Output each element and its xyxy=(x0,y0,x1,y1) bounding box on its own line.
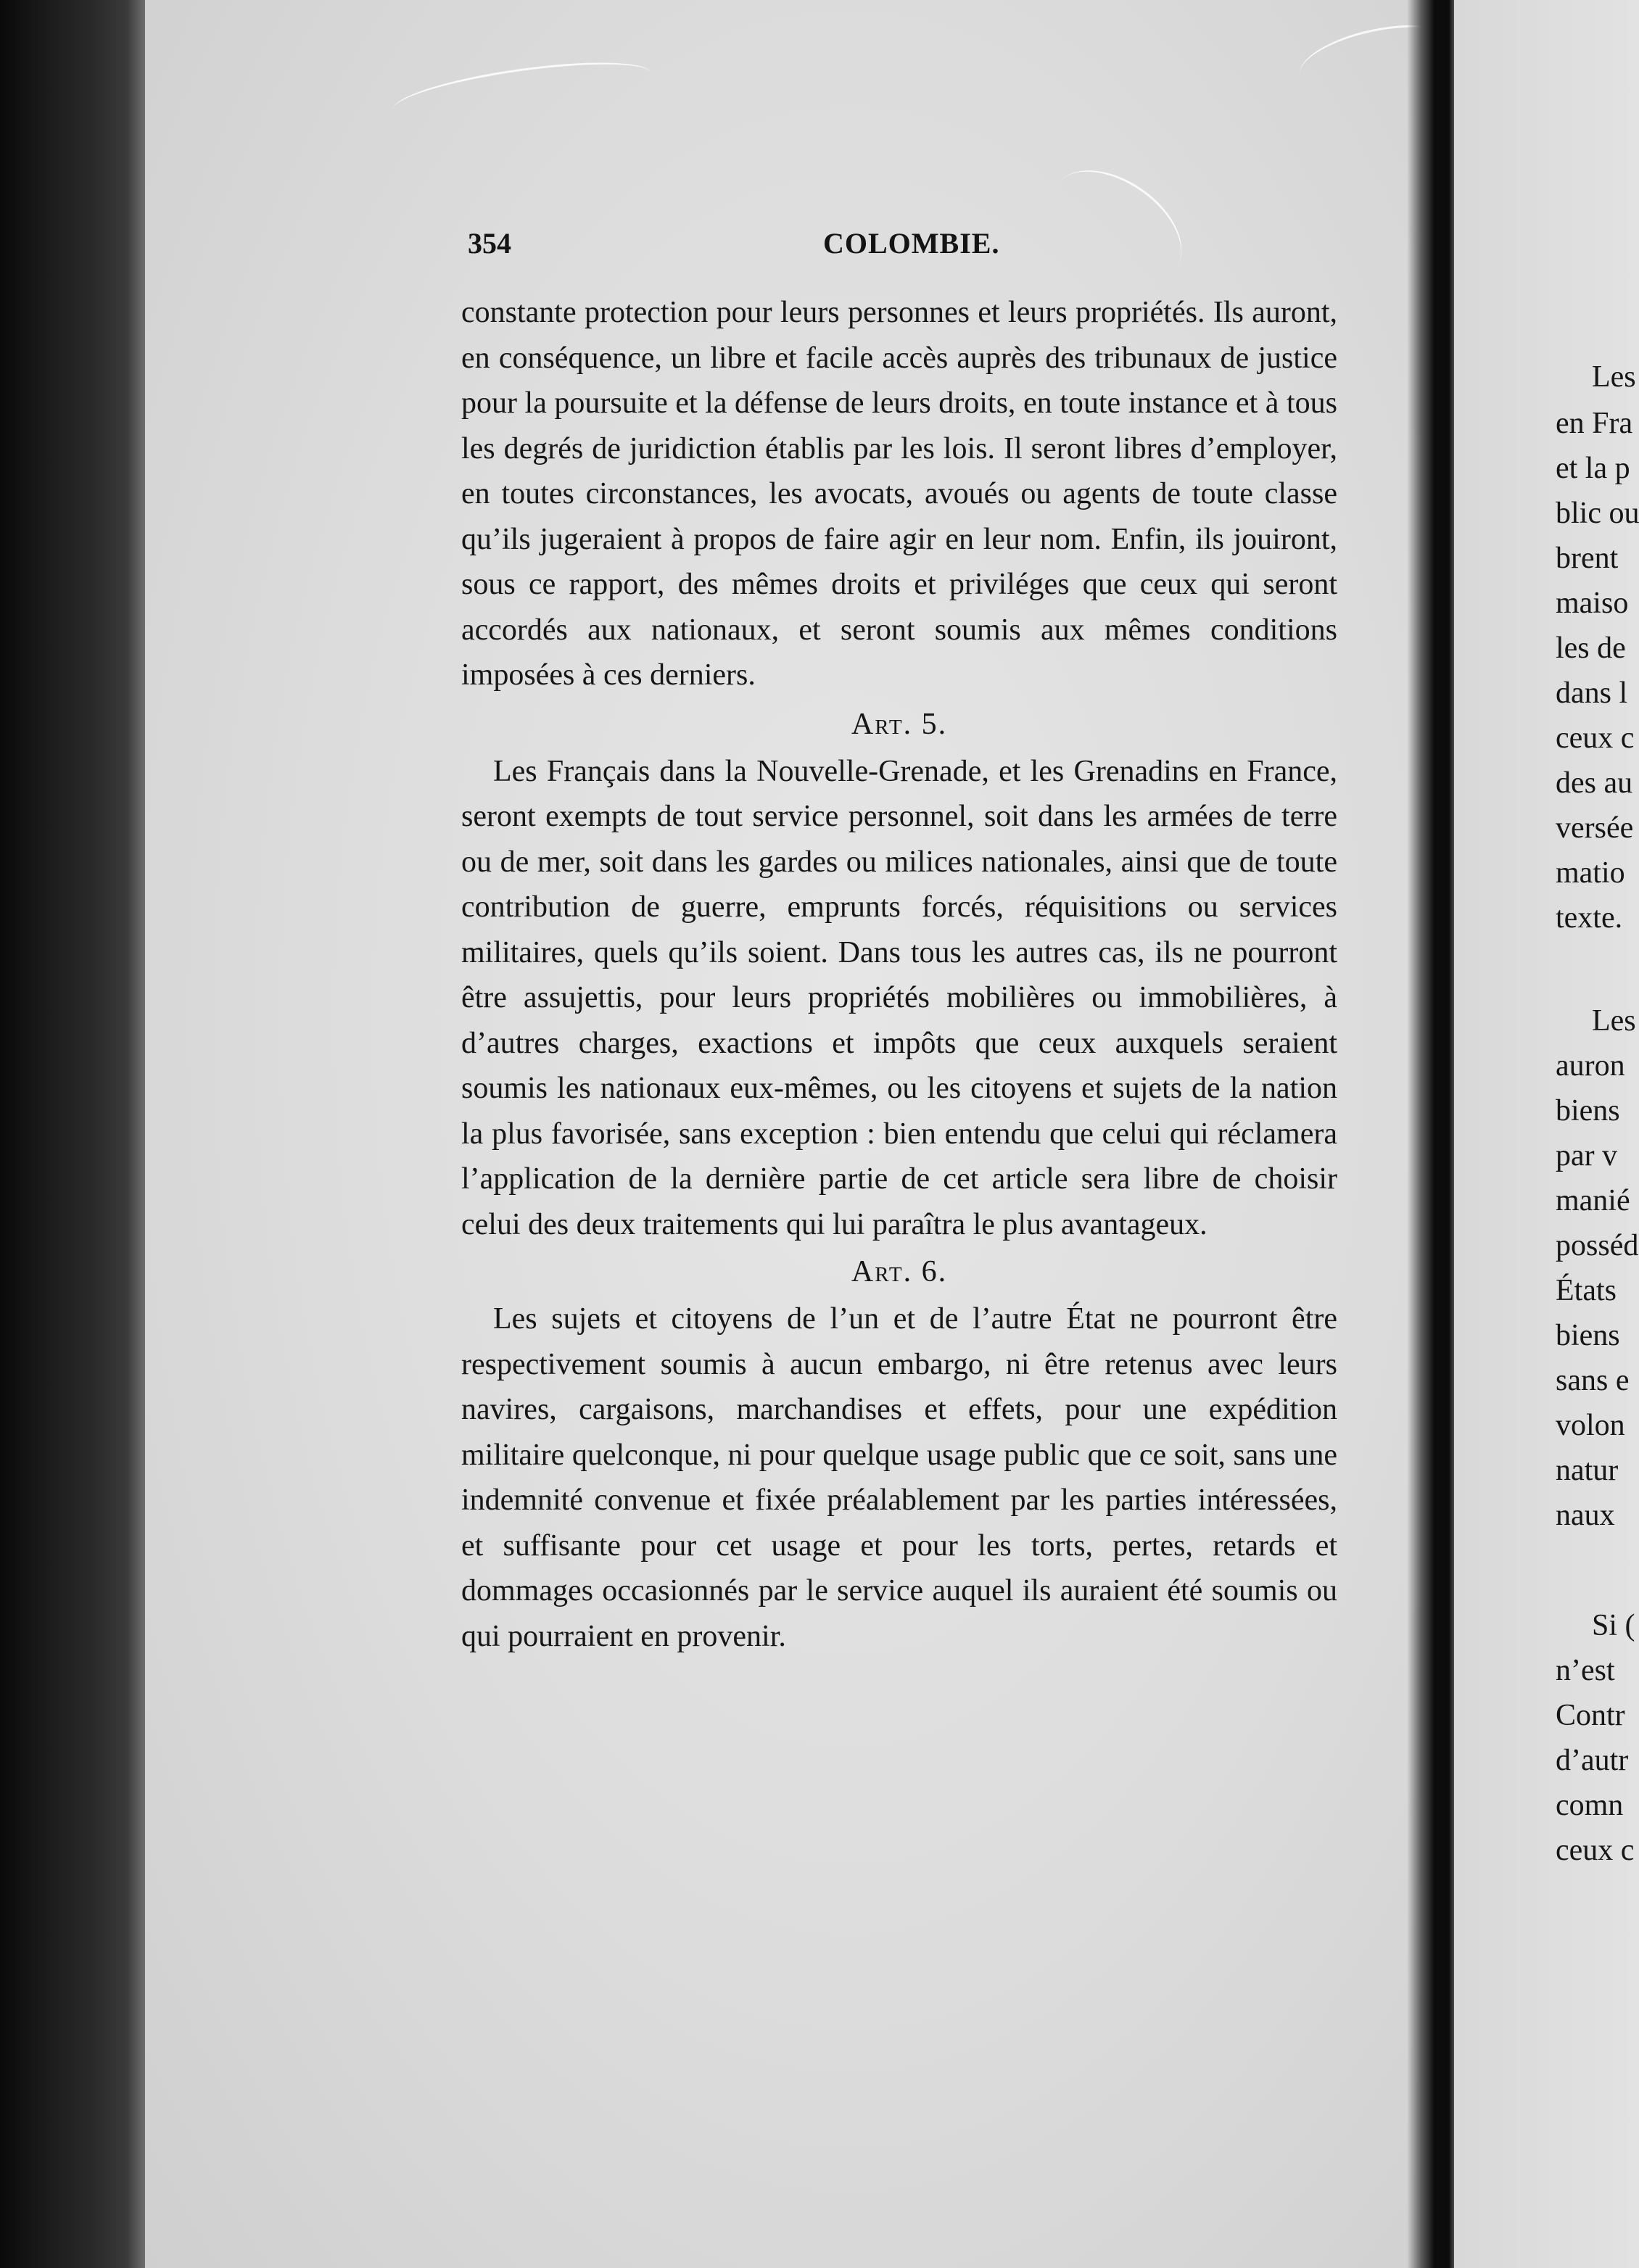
right-line: manié xyxy=(1556,1184,1630,1217)
right-line: dans l xyxy=(1556,676,1628,710)
running-title: COLOMBIE. xyxy=(823,227,1000,260)
scan-scratch xyxy=(389,51,654,132)
right-line: maiso xyxy=(1556,587,1629,620)
right-line: d’autr xyxy=(1556,1744,1629,1777)
right-line: posséd xyxy=(1556,1229,1639,1262)
right-line: et la p xyxy=(1556,452,1630,485)
right-line: États xyxy=(1556,1274,1617,1307)
right-line: auron xyxy=(1556,1049,1625,1083)
right-line: volon xyxy=(1556,1409,1625,1442)
continued-paragraph: constante protection pour leurs personnes et leurs propriétés. Ils auront, en conséquence, un libre et facile accès auprès des tribunaux de justice pour la poursuite et la défense de leurs droits, en toute instance et à tous les degrés de juridiction établis par les lois. Il seront libres d’employer, en toutes circonstances, les avocats, avoués ou agents de toute classe qu’ils jugeraient à propos de faire agir en leur nom. Enfin, ils jouiront, sous ce rapport, des mêmes droits et priviléges que ceux qui seront accordés aux nationaux, et seront soumis aux mêmes conditions imposées à ces derniers. xyxy=(461,296,1337,692)
right-line: Les xyxy=(1592,1004,1636,1038)
right-line: naux xyxy=(1556,1499,1615,1532)
right-line: ceux c xyxy=(1556,1834,1635,1867)
book-binding-edge xyxy=(0,0,149,2268)
article-6-heading: Art. 6. xyxy=(851,1255,948,1288)
right-line: ceux c xyxy=(1556,721,1635,755)
article-5-heading: Art. 5. xyxy=(851,707,948,741)
right-line: par v xyxy=(1556,1139,1618,1172)
right-line: des au xyxy=(1556,766,1633,800)
right-line: les de xyxy=(1556,632,1626,665)
right-line: sans e xyxy=(1556,1364,1630,1397)
right-line: matio xyxy=(1556,856,1625,890)
right-line: comn xyxy=(1556,1789,1624,1822)
right-line: brent xyxy=(1556,542,1619,575)
right-line: Contr xyxy=(1556,1699,1625,1732)
right-line: biens xyxy=(1556,1319,1620,1352)
right-page xyxy=(1454,0,1639,2268)
right-line: texte. xyxy=(1556,901,1623,935)
right-line: Si ( xyxy=(1592,1609,1635,1642)
right-line: natur xyxy=(1556,1454,1619,1487)
right-line: n’est xyxy=(1556,1654,1615,1687)
right-line: versée xyxy=(1556,811,1634,845)
page-gutter xyxy=(1407,0,1458,2268)
right-line: Les xyxy=(1592,360,1636,394)
page-body xyxy=(461,290,1337,1659)
page-number: 354 xyxy=(468,227,511,260)
right-line: biens xyxy=(1556,1094,1620,1127)
right-line: blic ou xyxy=(1556,497,1639,530)
running-header xyxy=(468,226,1338,270)
article-6-paragraph: Les sujets et citoyens de l’un et de l’autre État ne pourront être respectivement soumis à aucun embargo, ni être retenus avec leurs navires, cargaisons, marchandises et effets, pour une expédition militaire quelconque, ni pour quelque usage public que ce soit, sans une indemnité convenue et fixée préalablement par les parties intéressées, et suffisante pour cet usage et pour les torts, pertes, retards et dommages occasionnés par le service auquel ils auraient été soumis ou qui pourraient en provenir. xyxy=(461,1302,1337,1653)
article-5-paragraph: Les Français dans la Nouvelle-Grenade, et les Grenadins en France, seront exempts de tout service personnel, soit dans les armées de terre ou de mer, soit dans les gardes ou milices nationales, ainsi que de toute contribution de guerre, emprunts forcés, réquisitions ou services militaires, quels qu’ils soient. Dans tous les autres cas, ils ne pourront être assujettis, pour leurs propriétés mobilières ou immobilières, à d’autres charges, exactions et impôts que ceux auxquels seraient soumis les nationaux eux-mêmes, ou les citoyens et sujets de la nation la plus favorisée, sans exception : bien entendu que celui qui réclamera l’application de la dernière partie de cet article sera libre de choisir celui des deux traitements qui lui paraîtra le plus avantageux. xyxy=(461,754,1337,1241)
right-line: en Fra xyxy=(1556,407,1633,440)
